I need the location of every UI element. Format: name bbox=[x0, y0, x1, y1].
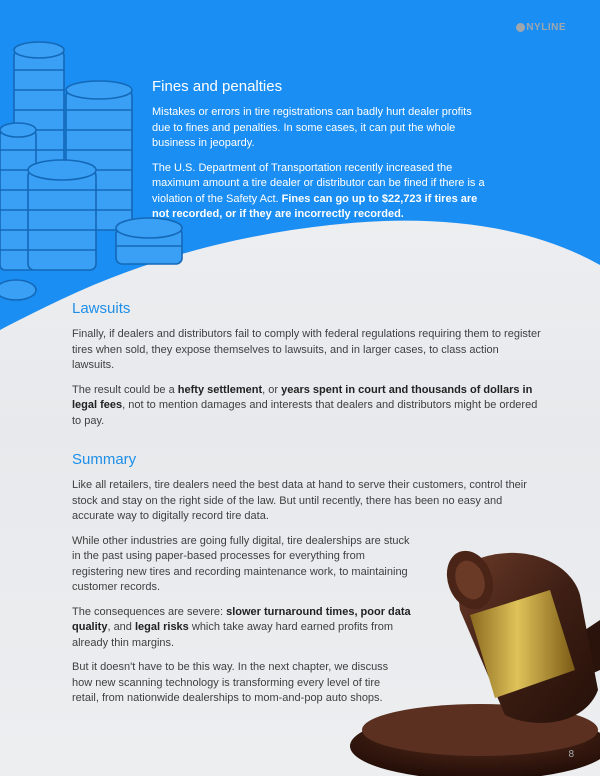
logo-text: NYLINE bbox=[526, 22, 566, 33]
lawsuits-highlight-settlement: hefty settlement bbox=[177, 383, 263, 396]
lawsuits-paragraph-2 bbox=[72, 383, 542, 430]
summary-paragraph-1: Like all retailers, tire dealers need the best data at hand to serve their customers, control their stock and stay on the right side of the law. But until recently, there has been no easy and accurate way to digitally record tire data. bbox=[72, 479, 527, 522]
lawsuits-section bbox=[72, 300, 542, 438]
lawsuits-p2-text-c: , or bbox=[262, 383, 282, 396]
summary-paragraph-4: But it doesn't have to be this way. In the next chapter, we discuss how new scanning technology is transforming every level of tire retail, from nationwide dealerships to mom-and-pop auto shops. bbox=[72, 661, 389, 704]
fines-paragraph-2-text: The U.S. Department of Transportation recently increased the maximum amount a tire dealer or distributor can be fined if there is a violation of the Safety Act. bbox=[152, 161, 485, 205]
summary-p3-text-a: The consequences are severe: bbox=[72, 605, 227, 618]
fines-heading: Fines and penalties bbox=[152, 78, 283, 95]
summary-highlight-legal: legal risks bbox=[134, 621, 189, 633]
gavel-illustration bbox=[330, 520, 600, 776]
summary-p3-text-c: , and bbox=[107, 621, 135, 633]
summary-highlight-turnaround: slower turnaround times, poor data quality bbox=[72, 605, 411, 633]
lawsuits-heading: Lawsuits bbox=[72, 300, 131, 317]
page-number: 8 bbox=[568, 749, 574, 760]
fines-amount-highlight: Fines can go up to $22,723 if tires are not recorded, or if they are incorrectly recorded. bbox=[152, 192, 478, 220]
lawsuits-p2-text-a: The result could be a bbox=[72, 383, 178, 396]
lawsuits-paragraph-1: Finally, if dealers and distributors fail to comply with federal regulations requiring them to register tires when sold, they expose themselves to lawsuits, and in larger cases, to class action lawsuits. bbox=[72, 328, 541, 371]
lawsuits-highlight-court: years spent in court and thousands of dollars in legal fees bbox=[72, 383, 533, 411]
fines-paragraph-1: Mistakes or errors in tire registrations can badly hurt dealer profits due to fines and penalties. In some cases, it can put the whole business in jeopardy. bbox=[152, 106, 472, 149]
summary-heading: Summary bbox=[72, 451, 137, 468]
brand-logo bbox=[516, 22, 566, 33]
summary-p3-text-d: which take away hard earned profits from already thin margins. bbox=[72, 621, 394, 649]
logo-mark-icon bbox=[516, 23, 525, 32]
fines-paragraph-2 bbox=[152, 161, 492, 223]
fines-section bbox=[152, 78, 492, 232]
lawsuits-p2-text-d: , not to mention damages and interests that dealers and distributors might be ordered to pay. bbox=[72, 399, 538, 427]
summary-paragraph-2: While other industries are going fully digital, tire dealerships are stuck in the past using paper-based processes for everything from registering new tires and recording maintenance work, to maintaining customer records. bbox=[72, 534, 410, 593]
